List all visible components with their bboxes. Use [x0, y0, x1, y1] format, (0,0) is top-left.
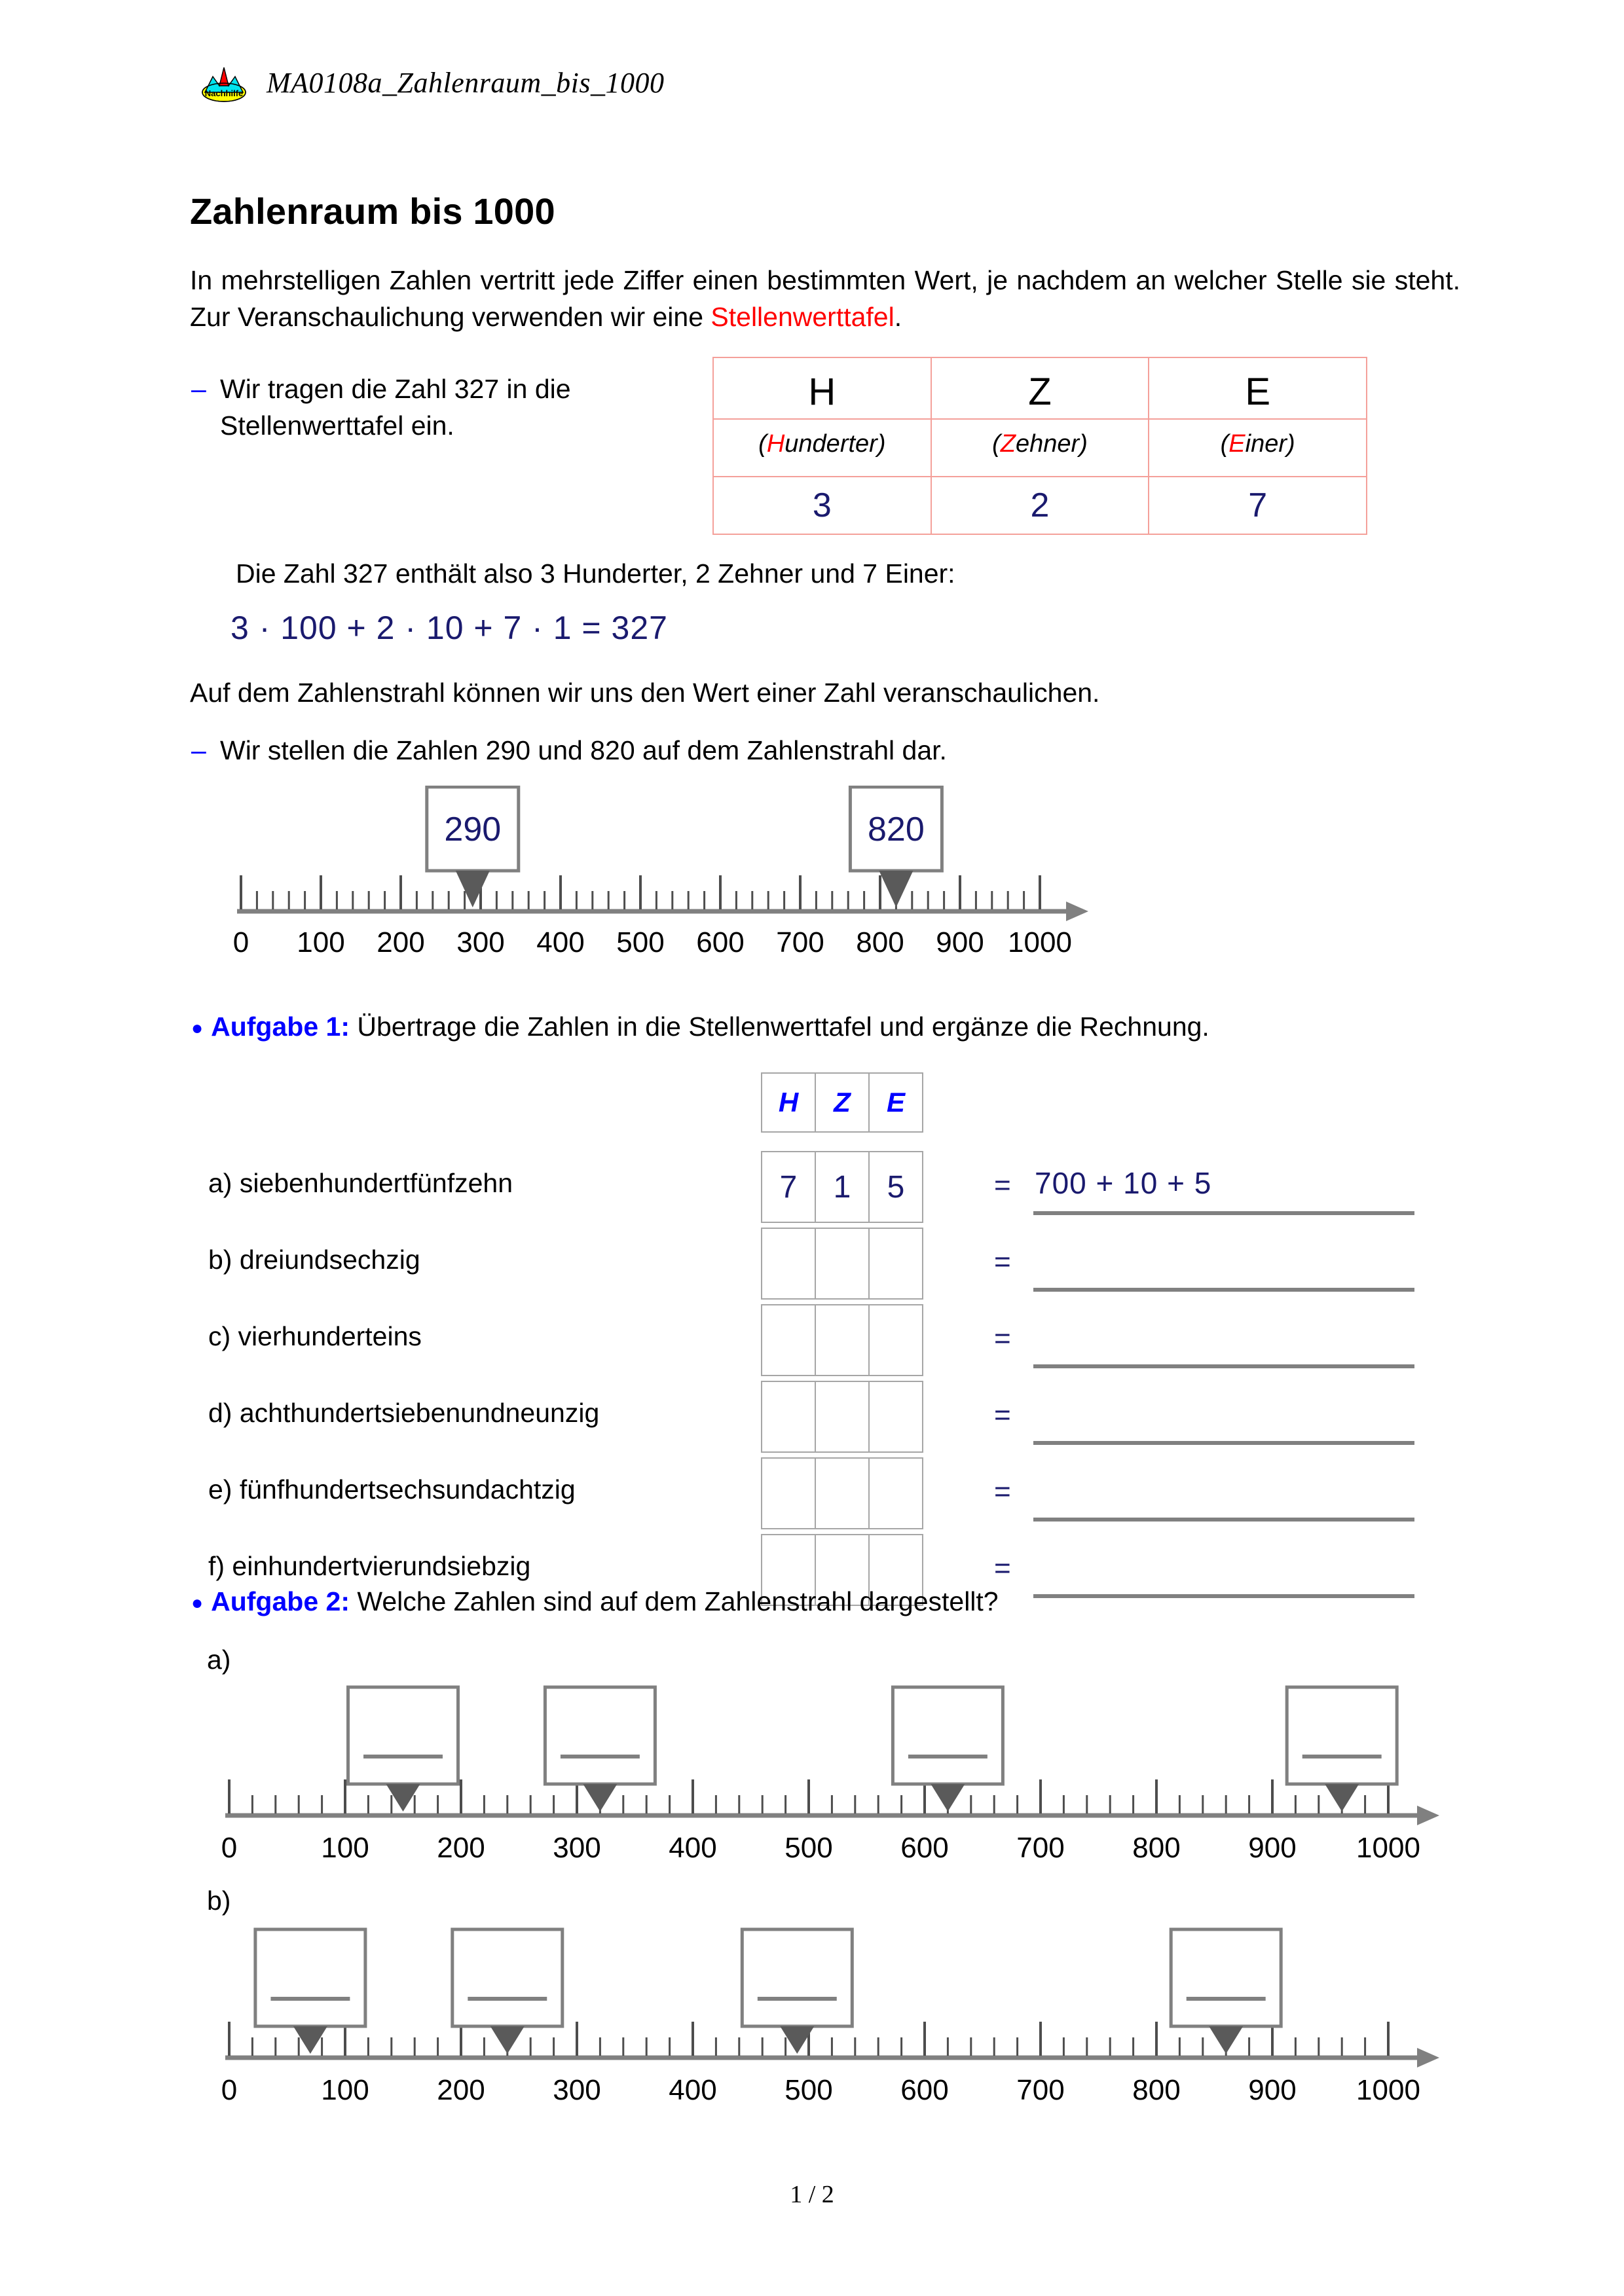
svg-text:900: 900 — [1248, 2074, 1297, 2106]
word-rest-hunderter: underter) — [784, 429, 886, 458]
svg-text:900: 900 — [936, 926, 984, 958]
stellenwerttafel-example — [712, 357, 1367, 535]
aufgabe1-row-cells[interactable] — [761, 1304, 923, 1376]
table-row — [762, 1381, 923, 1452]
page-title: Zahlenraum bis 1000 — [190, 191, 555, 232]
svg-text:400: 400 — [669, 1832, 717, 1864]
equals-sign: = — [994, 1552, 1011, 1584]
aufgabe2-heading — [191, 1583, 999, 1622]
svg-text:400: 400 — [669, 2074, 717, 2106]
word-initial-z: Z — [1000, 429, 1016, 458]
equals-sign: = — [994, 1399, 1011, 1431]
aufgabe1-row-cells[interactable] — [761, 1457, 923, 1529]
cell-letter-e: E — [1149, 357, 1367, 419]
hze-header-e: E — [869, 1073, 923, 1132]
svg-text:1000: 1000 — [1356, 1832, 1420, 1864]
aufgabe1-row-label: b) dreiundsechzig — [208, 1245, 420, 1275]
aufgabe1-row-label: e) fünfhundertsechsundachtzig — [208, 1474, 576, 1504]
paren-open: ( — [758, 429, 767, 458]
svg-text:300: 300 — [553, 2074, 601, 2106]
word-initial-e: E — [1228, 429, 1246, 458]
aufgabe2-label: Aufgabe 2: — [211, 1586, 350, 1616]
aufgabe1-row-label: c) vierhunderteins — [208, 1321, 422, 1351]
answer-write-line[interactable] — [1033, 1364, 1414, 1368]
equals-sign: = — [994, 1476, 1011, 1508]
svg-text:500: 500 — [784, 2074, 833, 2106]
cell-word-hunderter — [713, 419, 931, 477]
hze-input-cell[interactable] — [869, 1228, 923, 1299]
dash-icon: – — [191, 735, 206, 765]
aufgabe1-row-cells[interactable] — [761, 1381, 923, 1453]
svg-text:900: 900 — [1248, 1832, 1297, 1864]
aufgabe1-row — [190, 1381, 1467, 1451]
cell-word-zehner — [931, 419, 1149, 477]
list-item-bullet2 — [191, 732, 1173, 769]
aufgabe2-sub-b: b) — [207, 1886, 231, 1916]
svg-text:200: 200 — [437, 2074, 485, 2106]
hze-input-cell[interactable] — [869, 1305, 923, 1376]
paren-open: ( — [992, 429, 1001, 458]
hze-input-cell[interactable] — [762, 1228, 815, 1299]
svg-text:500: 500 — [784, 1832, 833, 1864]
dash-icon: – — [191, 374, 206, 404]
svg-text:400: 400 — [536, 926, 585, 958]
svg-text:300: 300 — [456, 926, 505, 958]
svg-text:600: 600 — [900, 1832, 949, 1864]
sentence-zahlenstrahl: Auf dem Zahlenstrahl können wir uns den Wert einer Zahl veranschaulichen. — [190, 678, 1100, 708]
table-row-letters — [713, 357, 1367, 419]
svg-text:700: 700 — [1016, 2074, 1065, 2106]
svg-text:700: 700 — [1016, 1832, 1065, 1864]
hze-input-cell[interactable]: 7 — [762, 1152, 815, 1222]
hze-input-cell[interactable] — [762, 1458, 815, 1529]
table-row-words — [713, 419, 1367, 477]
svg-text:100: 100 — [321, 1832, 369, 1864]
word-rest-zehner: ehner) — [1016, 429, 1088, 458]
svg-text:1000: 1000 — [1356, 2074, 1420, 2106]
aufgabe1-label: Aufgabe 1: — [211, 1011, 350, 1042]
svg-text:800: 800 — [856, 926, 904, 958]
answer-write-line[interactable] — [1033, 1441, 1414, 1445]
svg-text:600: 600 — [900, 2074, 949, 2106]
aufgabe2-b-numberline — [207, 1915, 1464, 2118]
aufgabe2-text: Welche Zahlen sind auf dem Zahlenstrahl dargestellt? — [349, 1586, 999, 1616]
hze-input-cell[interactable] — [815, 1458, 869, 1529]
cell-letter-h: H — [713, 357, 931, 419]
svg-text:800: 800 — [1132, 2074, 1181, 2106]
aufgabe1-row — [190, 1304, 1467, 1375]
aufgabe1-row-cells[interactable] — [761, 1151, 923, 1223]
hze-input-cell[interactable] — [762, 1305, 815, 1376]
paren-open: ( — [1220, 429, 1229, 458]
answer-write-line[interactable] — [1033, 1518, 1414, 1522]
equals-sign: = — [994, 1246, 1011, 1278]
svg-text:290: 290 — [444, 811, 502, 848]
hze-header-h: H — [762, 1073, 815, 1132]
hze-input-cell[interactable] — [815, 1228, 869, 1299]
svg-text:820: 820 — [868, 811, 925, 848]
nachhilfe-logo-icon — [200, 62, 248, 103]
page-footer: 1 / 2 — [790, 2181, 834, 2208]
document-header — [200, 62, 665, 103]
answer-write-line[interactable] — [1033, 1594, 1414, 1598]
table-row — [762, 1228, 923, 1299]
sentence-327: Die Zahl 327 enthält also 3 Hunderter, 2 Zehner und 7 Einer: — [236, 558, 955, 589]
document-title: MA0108a_Zahlenraum_bis_1000 — [267, 66, 665, 99]
hze-input-cell[interactable] — [815, 1381, 869, 1452]
svg-text:600: 600 — [696, 926, 745, 958]
equation-327: 3 · 100 + 2 · 10 + 7 · 1 = 327 — [231, 610, 668, 646]
svg-text:200: 200 — [377, 926, 425, 958]
table-row — [762, 1305, 923, 1376]
svg-text:500: 500 — [616, 926, 665, 958]
aufgabe1-text: Übertrage die Zahlen in die Stellenwerttafel und ergänze die Rechnung. — [349, 1011, 1209, 1042]
hze-header-z: Z — [815, 1073, 869, 1132]
cell-digit-hunderter: 3 — [713, 477, 931, 534]
cell-letter-z: Z — [931, 357, 1149, 419]
intro-text-post: . — [894, 302, 902, 332]
word-initial-h: H — [766, 429, 785, 458]
intro-highlight: Stellenwerttafel — [710, 302, 895, 332]
svg-text:1000: 1000 — [1008, 926, 1072, 958]
svg-text:200: 200 — [437, 1832, 485, 1864]
hze-input-cell[interactable] — [869, 1458, 923, 1529]
hze-input-cell[interactable]: 5 — [869, 1152, 923, 1222]
bullet-icon: ● — [191, 1017, 204, 1040]
aufgabe1-row-answer: 700 + 10 + 5 — [1035, 1166, 1212, 1200]
hze-input-cell[interactable] — [869, 1381, 923, 1452]
aufgabe1-row-label: a) siebenhundertfünfzehn — [208, 1168, 513, 1198]
table-row — [762, 1458, 923, 1529]
svg-text:0: 0 — [232, 926, 249, 958]
svg-text:100: 100 — [297, 926, 345, 958]
svg-text:Nachhilfe: Nachhilfe — [204, 88, 244, 98]
list-item-bullet1-label: Wir tragen die Zahl 327 in die Stellenwerttafel ein. — [220, 374, 571, 441]
aufgabe1-row-label: f) einhundertvierundsiebzig — [208, 1551, 531, 1581]
svg-text:0: 0 — [221, 2074, 238, 2106]
aufgabe2-a-numberline — [207, 1673, 1464, 1876]
intro-paragraph — [190, 262, 1460, 335]
table-row-digits — [713, 477, 1367, 534]
list-item-bullet1 — [191, 371, 735, 444]
example-numberline — [223, 786, 1139, 962]
svg-text:800: 800 — [1132, 1832, 1181, 1864]
hze-input-cell[interactable] — [815, 1305, 869, 1376]
cell-digit-einer: 7 — [1149, 477, 1367, 534]
svg-text:300: 300 — [553, 1832, 601, 1864]
equals-sign: = — [994, 1169, 1011, 1201]
aufgabe1-row-cells[interactable] — [761, 1228, 923, 1300]
list-item-bullet2-label: Wir stellen die Zahlen 290 und 820 auf dem Zahlenstrahl dar. — [220, 735, 947, 765]
aufgabe2-sub-a: a) — [207, 1645, 231, 1675]
aufgabe1-heading — [191, 1008, 1209, 1047]
hze-input-cell[interactable] — [762, 1381, 815, 1452]
word-rest-einer: iner) — [1245, 429, 1295, 458]
cell-word-einer — [1149, 419, 1367, 477]
cell-digit-zehner: 2 — [931, 477, 1149, 534]
aufgabe1-row-label: d) achthundertsiebenundneunzig — [208, 1398, 600, 1428]
aufgabe1-row — [190, 1228, 1467, 1298]
svg-text:700: 700 — [776, 926, 824, 958]
table-row — [762, 1152, 923, 1222]
aufgabe1-hze-header — [761, 1072, 923, 1133]
svg-text:0: 0 — [221, 1832, 238, 1864]
answer-write-line[interactable] — [1033, 1288, 1414, 1292]
table-row — [762, 1073, 923, 1132]
answer-write-line[interactable] — [1033, 1211, 1414, 1215]
aufgabe1-row — [190, 1457, 1467, 1528]
bullet-icon: ● — [191, 1592, 204, 1614]
svg-text:100: 100 — [321, 2074, 369, 2106]
aufgabe1-row — [190, 1151, 1467, 1222]
hze-input-cell[interactable]: 1 — [815, 1152, 869, 1222]
equals-sign: = — [994, 1322, 1011, 1355]
intro-text-pre: In mehrstelligen Zahlen vertritt jede Ziffer einen bestimmten Wert, je nachdem an welcher Stelle sie steht. Zur Veranschaulichung verwenden wir eine — [190, 265, 1460, 332]
